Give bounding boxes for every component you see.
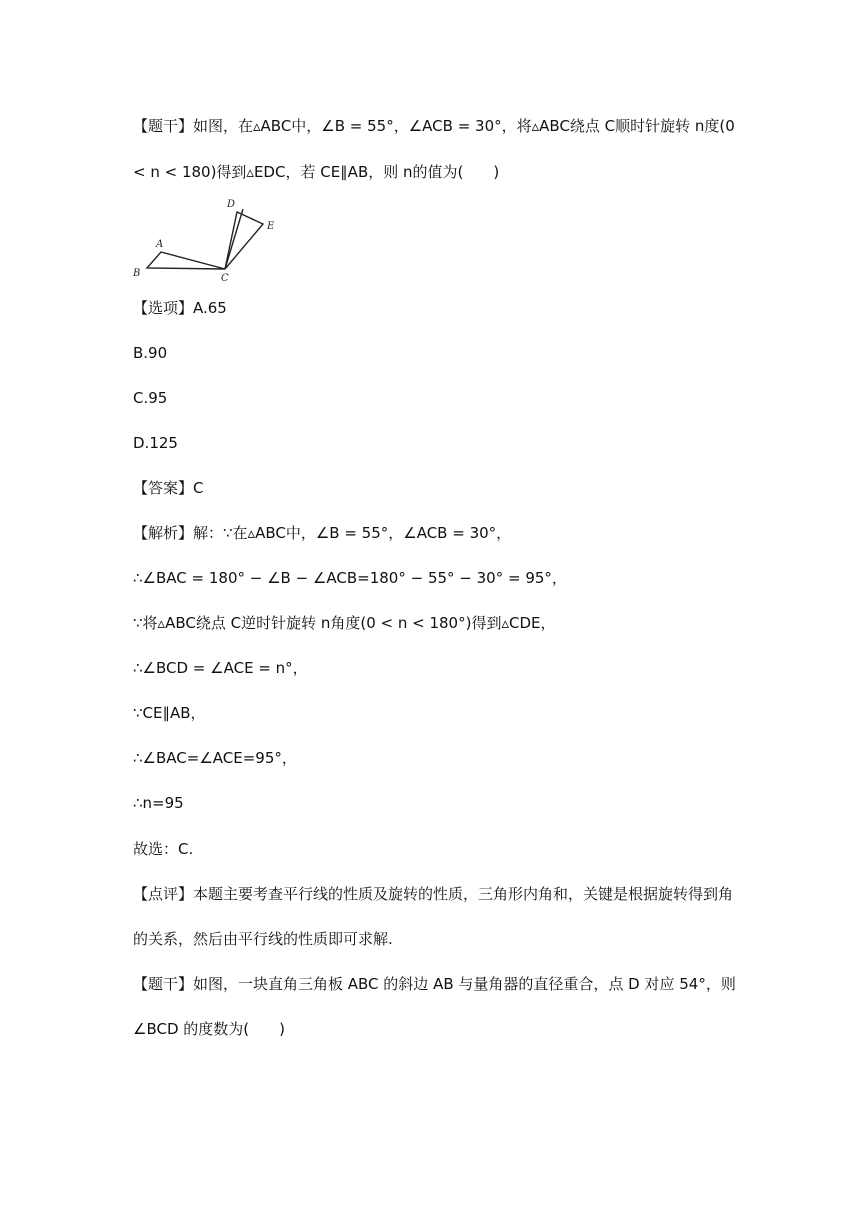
answer-line: 【答案】C bbox=[133, 479, 204, 497]
question2-stem-line1: 【题干】如图，一块直角三角板 ABC 的斜边 AB 与量角器的直径重合，点 D 对应 54°，则 bbox=[133, 975, 736, 993]
label-d: D bbox=[227, 199, 236, 210]
label-b: B bbox=[133, 268, 141, 279]
label-c: C bbox=[221, 273, 229, 284]
analysis-line-2: ∴∠BAC = 180° − ∠B − ∠ACB=180° − 55° − 30° = 95°， bbox=[133, 569, 567, 587]
comment-line-2: 的关系，然后由平行线的性质即可求解. bbox=[133, 930, 393, 948]
segment-cd-double bbox=[225, 209, 243, 269]
comment-line-1: 【点评】本题主要考查平行线的性质及旋转的性质，三角形内角和，关键是根据旋转得到角 bbox=[133, 885, 734, 903]
triangle-abc bbox=[147, 252, 225, 269]
label-e: E bbox=[267, 221, 275, 232]
analysis-line-7: ∴n=95 bbox=[133, 794, 184, 812]
label-a: A bbox=[156, 239, 164, 250]
question1-stem-line1: 【题干】如图，在▵ABC中，∠B = 55°，∠ACB = 30°，将▵ABC绕点 C顺时针旋转 n度(0 bbox=[133, 117, 735, 135]
analysis-line-1: 【解析】解：∵在▵ABC中，∠B = 55°，∠ACB = 30°， bbox=[133, 524, 512, 542]
rotation-diagram bbox=[130, 192, 290, 284]
analysis-line-5: ∵CE∥AB， bbox=[133, 704, 206, 722]
question1-stem-line2: < n < 180)得到▵EDC，若 CE∥AB，则 n的值为( ) bbox=[133, 163, 500, 181]
analysis-line-4: ∴∠BCD = ∠ACE = n°， bbox=[133, 659, 308, 677]
rotation-figure bbox=[130, 192, 290, 284]
option-d: D.125 bbox=[133, 434, 178, 452]
options-heading-a: 【选项】A.65 bbox=[133, 299, 227, 317]
question2-stem-line2: ∠BCD 的度数为( ) bbox=[133, 1020, 285, 1038]
option-b: B.90 bbox=[133, 344, 168, 362]
analysis-line-6: ∴∠BAC=∠ACE=95°， bbox=[133, 749, 297, 767]
analysis-line-8: 故选：C. bbox=[133, 840, 194, 858]
analysis-line-3: ∵将▵ABC绕点 C逆时针旋转 n角度(0 < n < 180°)得到▵CDE， bbox=[133, 614, 556, 632]
option-c: C.95 bbox=[133, 389, 168, 407]
triangle-edc bbox=[225, 212, 263, 269]
